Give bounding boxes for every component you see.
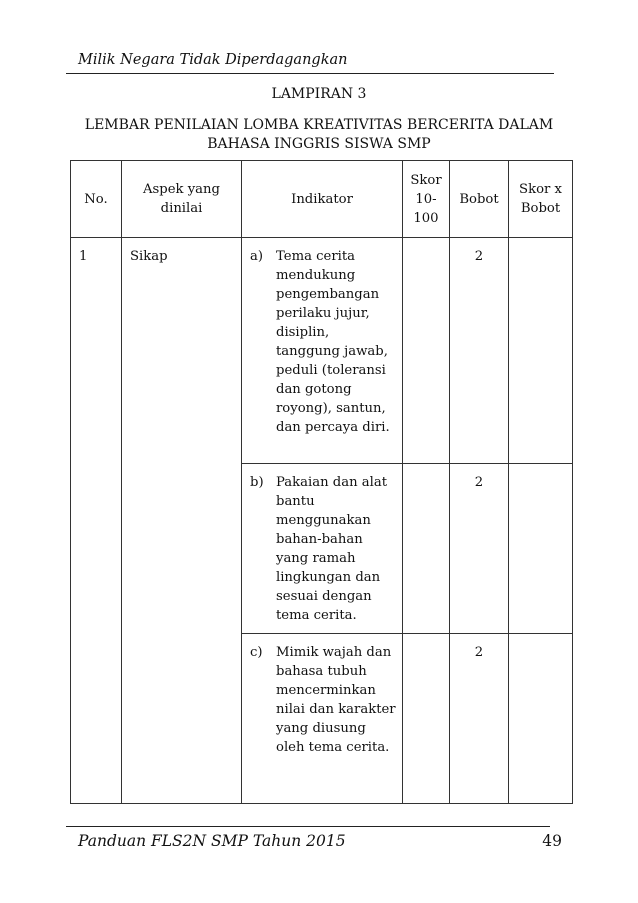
indicator-text: Pakaian dan alat bantu menggunakan bahan-bahan yang ramah lingkungan dan sesuai dengan tema cerita. <box>276 475 387 623</box>
skor-cell <box>403 238 450 464</box>
header-rule <box>66 73 554 74</box>
skor-bobot-cell <box>509 238 573 464</box>
assessment-table <box>70 160 573 804</box>
indicator-cell <box>242 238 403 464</box>
indicator-letter: c) <box>250 645 263 660</box>
col-header-skor: Skor 10-100 <box>403 161 450 238</box>
document-title: LEMBAR PENILAIAN LOMBA KREATIVITAS BERCERITA DALAM BAHASA INGGRIS SISWA SMP <box>84 117 554 152</box>
bobot-cell: 2 <box>450 464 509 634</box>
indicator-text: Tema cerita mendukung pengembangan perilaku jujur, disiplin, tanggung jawab, peduli (toleransi dan gotong royong), santun, dan percaya diri. <box>276 249 390 435</box>
bobot-cell: 2 <box>450 634 509 804</box>
indicator-text: Mimik wajah dan bahasa tubuh mencerminkan nilai dan karakter yang diusung oleh tema cerita. <box>276 645 396 755</box>
indicator-cell <box>242 464 403 634</box>
footer-rule <box>66 826 550 827</box>
indicator-letter: a) <box>250 249 264 264</box>
row-aspek: Sikap <box>122 238 242 804</box>
indicator-cell <box>242 634 403 804</box>
skor-cell <box>403 464 450 634</box>
appendix-label: LAMPIRAN 3 <box>271 86 367 102</box>
col-header-bobot: Bobot <box>450 161 509 238</box>
indicator-letter: b) <box>250 475 264 490</box>
col-header-indikator: Indikator <box>242 161 403 238</box>
row-number: 1 <box>71 238 122 804</box>
skor-cell <box>403 634 450 804</box>
col-header-skor-bobot: Skor x Bobot <box>509 161 573 238</box>
header-note: Milik Negara Tidak Diperdagangkan <box>78 52 348 68</box>
page-number: 49 <box>542 832 562 850</box>
col-header-no: No. <box>71 161 122 238</box>
footer-text: Panduan FLS2N SMP Tahun 2015 <box>78 832 346 850</box>
skor-bobot-cell <box>509 634 573 804</box>
skor-bobot-cell <box>509 464 573 634</box>
table-row <box>71 238 573 464</box>
bobot-cell: 2 <box>450 238 509 464</box>
table-header-row <box>71 161 573 238</box>
col-header-aspek: Aspek yang dinilai <box>122 161 242 238</box>
